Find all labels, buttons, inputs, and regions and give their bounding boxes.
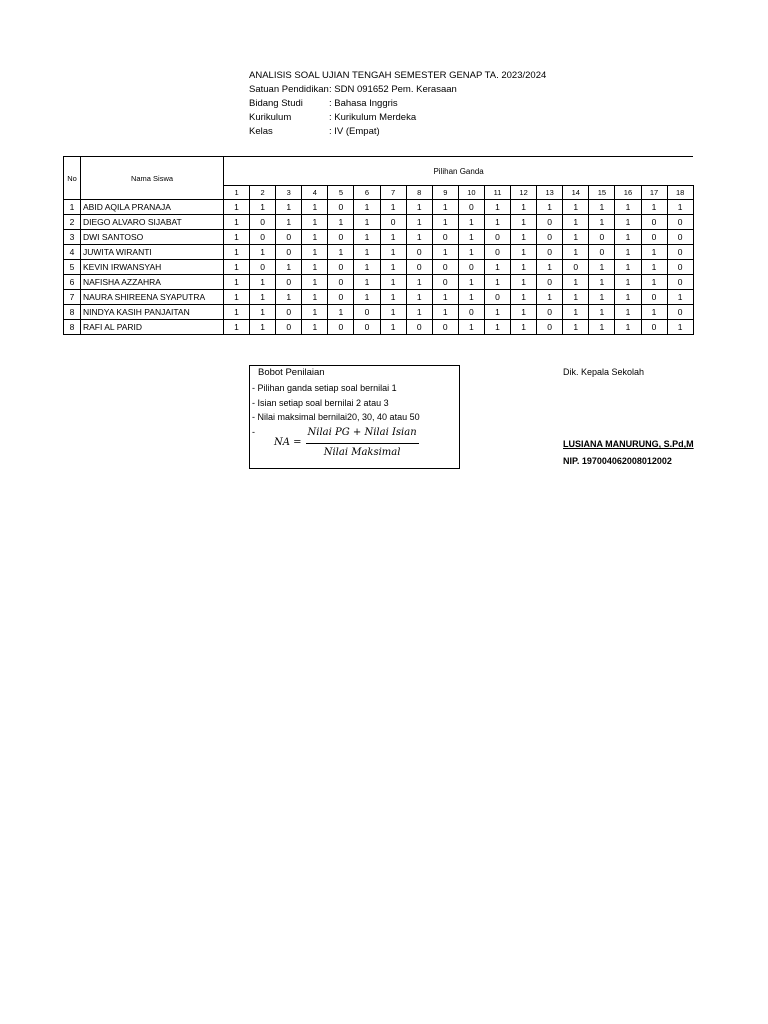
score-cell: 1 — [380, 320, 406, 335]
score-cell: 1 — [380, 245, 406, 260]
score-cell: 1 — [458, 245, 484, 260]
score-cell: 0 — [667, 245, 693, 260]
score-cell: 1 — [380, 290, 406, 305]
bobot-penilaian-box — [249, 365, 460, 469]
score-cell: 1 — [406, 275, 432, 290]
header-value: : IV (Empat) — [329, 126, 380, 137]
score-cell: 1 — [641, 200, 667, 215]
score-cell: 1 — [380, 305, 406, 320]
score-cell: 1 — [641, 275, 667, 290]
question-number: 11 — [484, 186, 510, 200]
score-cell: 1 — [615, 275, 641, 290]
score-cell: 0 — [328, 230, 354, 245]
score-cell: 0 — [537, 230, 563, 245]
column-header-no: No — [64, 157, 81, 200]
score-cell: 1 — [302, 260, 328, 275]
score-cell: 1 — [615, 260, 641, 275]
score-cell: 1 — [615, 305, 641, 320]
score-cell: 1 — [250, 245, 276, 260]
score-cell: 0 — [250, 215, 276, 230]
score-cell: 1 — [432, 245, 458, 260]
score-cell: 0 — [276, 320, 302, 335]
score-cell: 1 — [250, 275, 276, 290]
score-cell: 0 — [484, 245, 510, 260]
score-cell: 1 — [302, 200, 328, 215]
student-name: JUWITA WIRANTI — [81, 245, 224, 260]
score-cell: 0 — [328, 320, 354, 335]
score-cell: 1 — [432, 305, 458, 320]
score-cell: 1 — [511, 260, 537, 275]
score-cell: 0 — [641, 215, 667, 230]
score-cell: 1 — [511, 290, 537, 305]
score-cell: 1 — [589, 305, 615, 320]
score-cell: 1 — [224, 320, 250, 335]
score-cell: 0 — [589, 230, 615, 245]
score-cell: 1 — [432, 290, 458, 305]
score-cell: 1 — [484, 305, 510, 320]
question-number: 14 — [563, 186, 589, 200]
header-value: : SDN 091652 Pem. Kerasaan — [329, 84, 457, 95]
score-cell: 1 — [563, 200, 589, 215]
score-cell: 0 — [276, 275, 302, 290]
score-cell: 1 — [615, 215, 641, 230]
table-row — [64, 245, 694, 260]
table-row — [64, 200, 694, 215]
score-cell: 0 — [276, 245, 302, 260]
score-cell: 1 — [484, 260, 510, 275]
score-cell: 0 — [641, 230, 667, 245]
score-table — [63, 156, 694, 335]
question-number: 1 — [224, 186, 250, 200]
score-cell: 1 — [328, 305, 354, 320]
score-cell: 1 — [589, 290, 615, 305]
score-cell: 1 — [667, 320, 693, 335]
formula-fraction — [306, 426, 419, 460]
row-number: 6 — [64, 275, 81, 290]
score-cell: 1 — [224, 290, 250, 305]
score-cell: 0 — [432, 260, 458, 275]
row-number: 1 — [64, 200, 81, 215]
score-cell: 1 — [537, 260, 563, 275]
signature-name: LUSIANA MANURUNG, S.Pd,M — [563, 439, 694, 449]
score-cell: 1 — [563, 275, 589, 290]
score-cell: 1 — [563, 230, 589, 245]
student-name: RAFI AL PARID — [81, 320, 224, 335]
question-number: 9 — [432, 186, 458, 200]
score-cell: 1 — [615, 320, 641, 335]
score-cell: 1 — [484, 275, 510, 290]
header-label: Kelas — [249, 126, 273, 137]
score-cell: 1 — [302, 305, 328, 320]
score-cell: 1 — [458, 230, 484, 245]
score-cell: 1 — [250, 305, 276, 320]
score-cell: 1 — [563, 215, 589, 230]
score-cell: 0 — [328, 275, 354, 290]
question-number: 6 — [354, 186, 380, 200]
score-cell: 1 — [615, 200, 641, 215]
question-number: 12 — [511, 186, 537, 200]
question-number: 5 — [328, 186, 354, 200]
score-cell: 1 — [380, 275, 406, 290]
score-cell: 1 — [589, 215, 615, 230]
score-cell: 0 — [406, 245, 432, 260]
score-cell: 1 — [511, 230, 537, 245]
score-cell: 1 — [641, 305, 667, 320]
score-cell: 0 — [328, 260, 354, 275]
header-row-satuan — [249, 83, 546, 97]
score-cell: 1 — [511, 320, 537, 335]
score-cell: 1 — [354, 200, 380, 215]
score-cell: 0 — [276, 305, 302, 320]
student-name: ABID AQILA PRANAJA — [81, 200, 224, 215]
na-formula — [274, 426, 419, 460]
row-number: 4 — [64, 245, 81, 260]
score-cell: 1 — [511, 245, 537, 260]
column-group-pilihan-ganda: Pilihan Ganda — [224, 157, 694, 186]
question-number: 18 — [667, 186, 693, 200]
score-cell: 0 — [250, 230, 276, 245]
table-header-row — [64, 157, 694, 186]
score-cell: 1 — [224, 275, 250, 290]
table-row — [64, 260, 694, 275]
score-cell: 1 — [484, 320, 510, 335]
score-cell: 1 — [224, 305, 250, 320]
bobot-item: - Isian setiap soal bernilai 2 atau 3 — [252, 397, 389, 408]
question-number: 13 — [537, 186, 563, 200]
header-label: Bidang Studi — [249, 98, 303, 109]
student-name: NINDYA KASIH PANJAITAN — [81, 305, 224, 320]
score-cell: 1 — [224, 215, 250, 230]
score-cell: 0 — [432, 320, 458, 335]
score-cell: 1 — [458, 275, 484, 290]
score-cell: 1 — [432, 200, 458, 215]
score-cell: 1 — [354, 230, 380, 245]
score-cell: 0 — [537, 215, 563, 230]
score-cell: 0 — [276, 230, 302, 245]
score-cell: 0 — [432, 275, 458, 290]
row-number: 8 — [64, 305, 81, 320]
score-cell: 1 — [406, 200, 432, 215]
score-cell: 1 — [589, 320, 615, 335]
document-header — [249, 69, 546, 139]
score-cell: 1 — [302, 245, 328, 260]
score-cell: 0 — [406, 260, 432, 275]
question-number: 2 — [250, 186, 276, 200]
row-number: 5 — [64, 260, 81, 275]
score-cell: 1 — [328, 215, 354, 230]
row-number: 3 — [64, 230, 81, 245]
score-cell: 1 — [354, 275, 380, 290]
score-cell: 1 — [406, 230, 432, 245]
score-cell: 0 — [484, 290, 510, 305]
score-cell: 1 — [537, 200, 563, 215]
formula-lhs: NA = — [274, 436, 302, 448]
score-cell: 1 — [354, 245, 380, 260]
score-cell: 1 — [380, 260, 406, 275]
score-cell: 0 — [354, 320, 380, 335]
score-cell: 1 — [563, 305, 589, 320]
score-cell: 1 — [511, 215, 537, 230]
header-row-kurikulum — [249, 111, 546, 125]
score-cell: 0 — [380, 215, 406, 230]
score-cell: 0 — [537, 275, 563, 290]
bobot-item: - Pilihan ganda setiap soal bernilai 1 — [252, 383, 397, 393]
score-cell: 1 — [354, 260, 380, 275]
score-cell: 1 — [511, 305, 537, 320]
table-row — [64, 305, 694, 320]
score-cell: 1 — [589, 200, 615, 215]
score-cell: 0 — [667, 275, 693, 290]
header-row-kelas — [249, 125, 546, 139]
score-cell: 1 — [250, 200, 276, 215]
score-cell: 1 — [224, 200, 250, 215]
score-cell: 0 — [563, 260, 589, 275]
score-cell: 1 — [302, 290, 328, 305]
bobot-item: - Nilai maksimal bernilai20, 30, 40 atau 50 — [252, 412, 420, 422]
score-cell: 1 — [537, 290, 563, 305]
formula-numerator: Nilai PG + Nilai Isian — [306, 426, 419, 444]
score-cell: 1 — [250, 320, 276, 335]
score-cell: 0 — [328, 200, 354, 215]
student-name: DIEGO ALVARO SIJABAT — [81, 215, 224, 230]
score-cell: 0 — [354, 305, 380, 320]
score-cell: 1 — [641, 245, 667, 260]
column-header-name: Nama Siswa — [81, 157, 224, 200]
score-cell: 1 — [511, 200, 537, 215]
question-number: 10 — [458, 186, 484, 200]
score-cell: 0 — [458, 305, 484, 320]
score-cell: 0 — [484, 230, 510, 245]
table-row — [64, 290, 694, 305]
score-cell: 0 — [406, 320, 432, 335]
table-row — [64, 320, 694, 335]
student-name: KEVIN IRWANSYAH — [81, 260, 224, 275]
score-cell: 1 — [615, 230, 641, 245]
score-table-body — [64, 200, 694, 335]
signature-role: Dik. Kepala Sekolah — [563, 367, 645, 377]
score-cell: 0 — [589, 245, 615, 260]
score-cell: 1 — [276, 200, 302, 215]
question-number: 3 — [276, 186, 302, 200]
score-cell: 1 — [380, 230, 406, 245]
formula-denominator: Nilai Maksimal — [323, 446, 401, 458]
table-row — [64, 215, 694, 230]
header-value: : Kurikulum Merdeka — [329, 112, 417, 123]
question-number: 4 — [302, 186, 328, 200]
score-cell: 1 — [615, 245, 641, 260]
score-cell: 0 — [537, 245, 563, 260]
score-cell: 0 — [328, 290, 354, 305]
score-cell: 1 — [589, 260, 615, 275]
score-cell: 1 — [511, 275, 537, 290]
bobot-item: - — [252, 426, 255, 437]
score-cell: 1 — [458, 215, 484, 230]
student-name: DWI SANTOSO — [81, 230, 224, 245]
score-cell: 1 — [354, 215, 380, 230]
signature-nip: NIP. 197004062008012002 — [563, 456, 672, 466]
score-cell: 1 — [276, 290, 302, 305]
score-cell: 1 — [667, 200, 693, 215]
score-cell: 1 — [224, 260, 250, 275]
score-cell: 1 — [484, 215, 510, 230]
score-cell: 1 — [484, 200, 510, 215]
score-cell: 1 — [458, 320, 484, 335]
question-number: 15 — [589, 186, 615, 200]
score-cell: 1 — [406, 215, 432, 230]
score-cell: 0 — [641, 290, 667, 305]
question-number: 17 — [641, 186, 667, 200]
score-cell: 1 — [380, 200, 406, 215]
bobot-title: Bobot Penilaian — [258, 367, 325, 378]
score-cell: 0 — [432, 230, 458, 245]
score-cell: 1 — [667, 290, 693, 305]
row-number: 8 — [64, 320, 81, 335]
document-title: ANALISIS SOAL UJIAN TENGAH SEMESTER GENAP TA. 2023/2024 — [249, 70, 547, 81]
table-row — [64, 230, 694, 245]
score-cell: 1 — [406, 305, 432, 320]
score-cell: 0 — [250, 260, 276, 275]
score-cell: 1 — [224, 230, 250, 245]
question-number: 7 — [380, 186, 406, 200]
score-cell: 0 — [458, 200, 484, 215]
score-cell: 1 — [615, 290, 641, 305]
score-cell: 0 — [537, 320, 563, 335]
header-row-bidang — [249, 97, 546, 111]
score-cell: 1 — [224, 245, 250, 260]
score-cell: 1 — [641, 260, 667, 275]
score-cell: 0 — [537, 305, 563, 320]
question-number: 16 — [615, 186, 641, 200]
table-row — [64, 275, 694, 290]
student-name: NAFISHA AZZAHRA — [81, 275, 224, 290]
score-cell: 0 — [667, 230, 693, 245]
score-cell: 1 — [302, 230, 328, 245]
question-number: 8 — [406, 186, 432, 200]
score-cell: 1 — [589, 275, 615, 290]
student-name: NAURA SHIREENA SYAPUTRA — [81, 290, 224, 305]
score-cell: 0 — [458, 260, 484, 275]
header-label: Kurikulum — [249, 112, 292, 123]
score-cell: 0 — [667, 260, 693, 275]
header-value: : Bahasa Inggris — [329, 98, 398, 109]
score-cell: 1 — [302, 320, 328, 335]
score-cell: 1 — [328, 245, 354, 260]
score-cell: 0 — [641, 320, 667, 335]
score-cell: 1 — [563, 320, 589, 335]
score-cell: 1 — [250, 290, 276, 305]
score-cell: 1 — [432, 215, 458, 230]
score-cell: 1 — [276, 260, 302, 275]
score-cell: 1 — [563, 245, 589, 260]
score-cell: 0 — [667, 215, 693, 230]
header-label: Satuan Pendidikan — [249, 84, 329, 95]
score-cell: 1 — [302, 215, 328, 230]
score-cell: 1 — [354, 290, 380, 305]
score-cell: 1 — [458, 290, 484, 305]
score-cell: 1 — [302, 275, 328, 290]
score-cell: 1 — [406, 290, 432, 305]
score-cell: 1 — [563, 290, 589, 305]
row-number: 7 — [64, 290, 81, 305]
score-cell: 0 — [667, 305, 693, 320]
score-cell: 1 — [276, 215, 302, 230]
row-number: 2 — [64, 215, 81, 230]
